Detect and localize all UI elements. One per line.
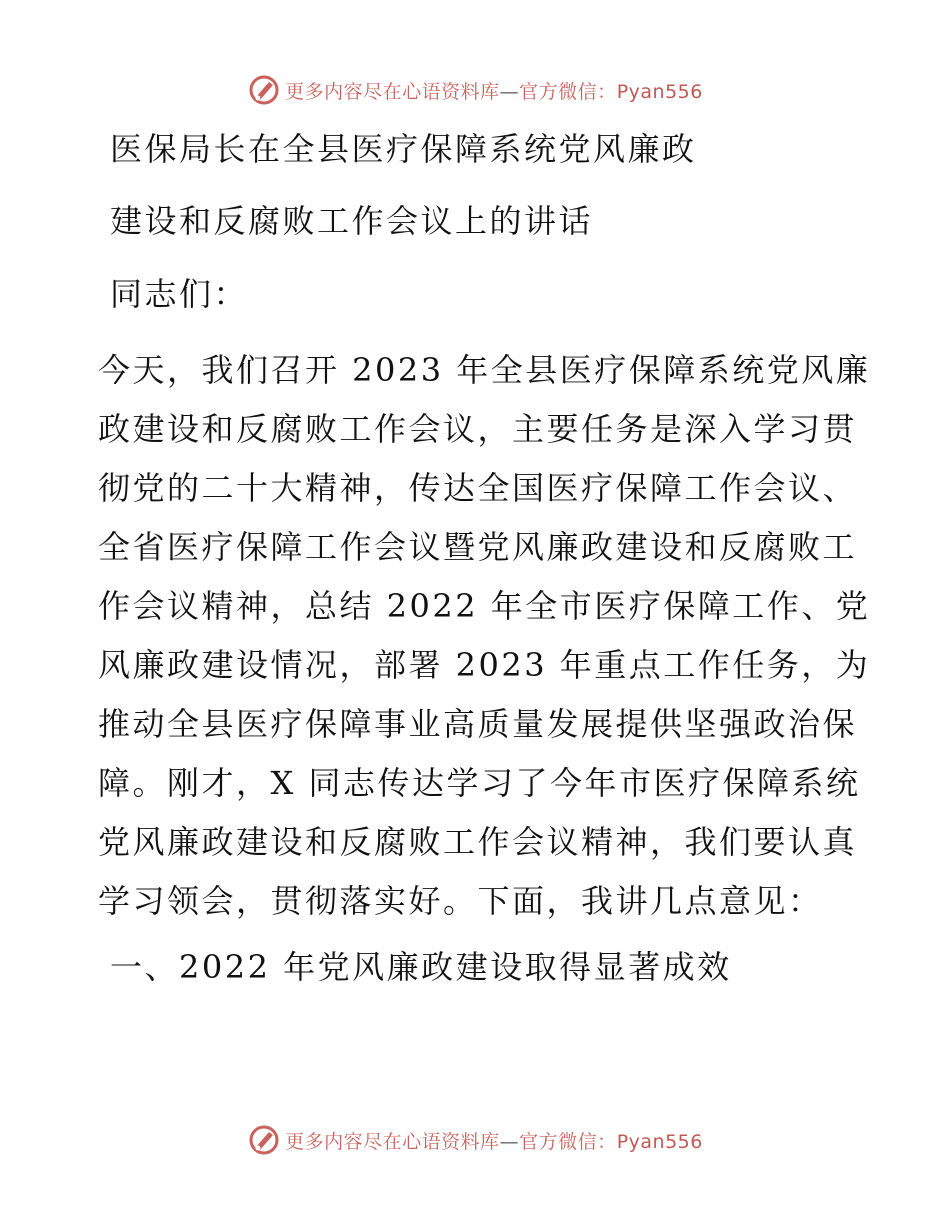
watermark-text: 更多内容尽在心语资料库—官方微信：Pyan556 <box>285 1130 703 1153</box>
footer-watermark <box>0 1122 950 1158</box>
paragraph-line: 推动全县医疗保障事业高质量发展提供坚强政治保 <box>98 705 858 743</box>
paragraph-line: 学习领会，贯彻落实好。下面，我讲几点意见： <box>98 882 823 920</box>
paragraph-line: 今天，我们召开 2023 年全县医疗保障系统党风廉 <box>98 351 871 389</box>
section-heading: 一、2022 年党风廉政建设取得显著成效 <box>110 948 732 986</box>
salutation: 同志们： <box>110 275 249 313</box>
paragraph-line: 障。刚才，X 同志传达学习了今年市医疗保障系统 <box>98 764 861 802</box>
paragraph-line: 党风廉政建设和反腐败工作会议精神，我们要认真 <box>98 823 858 861</box>
paragraph-line: 政建设和反腐败工作会议，主要任务是深入学习贯 <box>98 410 858 448</box>
paragraph-line: 作会议精神，总结 2022 年全市医疗保障工作、党 <box>98 587 871 625</box>
brush-seal-logo-icon <box>247 1123 281 1157</box>
brush-seal-logo-icon <box>247 73 281 107</box>
paragraph-line: 彻党的二十大精神，传达全国医疗保障工作会议、 <box>98 469 858 507</box>
document-title-line-2: 建设和反腐败工作会议上的讲话 <box>110 202 594 240</box>
watermark-text: 更多内容尽在心语资料库—官方微信：Pyan556 <box>285 80 703 103</box>
paragraph-line: 风廉政建设情况，部署 2023 年重点工作任务，为 <box>98 646 871 684</box>
document-title-line-1: 医保局长在全县医疗保障系统党风廉政 <box>110 130 697 168</box>
paragraph-line: 全省医疗保障工作会议暨党风廉政建设和反腐败工 <box>98 528 858 566</box>
header-watermark <box>0 72 950 108</box>
